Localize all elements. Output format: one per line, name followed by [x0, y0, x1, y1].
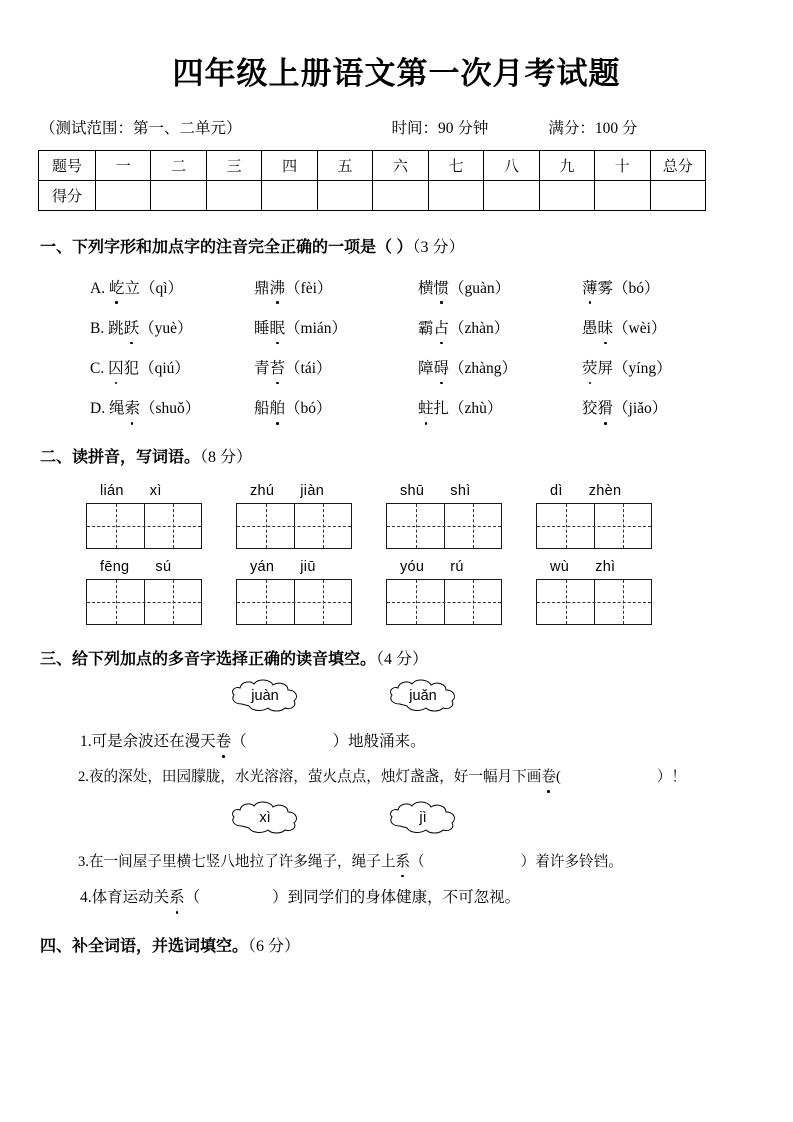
row-header-score: 得分 [39, 181, 96, 211]
cloud-text: jì [419, 809, 427, 826]
dotted-char: 索 [124, 397, 140, 420]
grid-cell[interactable] [87, 504, 144, 548]
grid-cell[interactable] [537, 504, 594, 548]
option-d-item-0: D. 绳索（shuǒ） [90, 397, 254, 420]
score-cell-5[interactable] [373, 181, 428, 211]
section-2-points: （8 分） [200, 448, 253, 466]
table-cell-col-2: 三 [206, 151, 261, 181]
pinyin-row-2 [86, 559, 755, 625]
cloud-row-1 [38, 679, 755, 717]
grid-cell[interactable] [594, 504, 651, 548]
pinyin-group-2 [236, 483, 386, 549]
pinyin-label-5: fēng sú [100, 558, 172, 575]
table-cell-col-0: 一 [96, 151, 151, 181]
dotted-char: 荧 [582, 357, 598, 380]
score-cell-0[interactable] [96, 181, 151, 211]
pinyin-group-5 [86, 559, 236, 625]
cloud-bubble-xi4[interactable] [228, 801, 302, 835]
section-2-text: 二、读拼音，写词语。 [40, 448, 201, 466]
grid-cell[interactable] [537, 580, 594, 624]
grid-cell[interactable] [594, 580, 651, 624]
dotted-char: 苔 [270, 357, 286, 380]
score-cell-3[interactable] [262, 181, 317, 211]
option-b-item-3: 愚昧（wèi） [582, 317, 746, 340]
grid-cell[interactable] [87, 580, 144, 624]
option-a-item-3: 薄雾（bó） [582, 277, 746, 300]
option-row-b[interactable] [38, 317, 755, 340]
question-3-3: 3.在一间屋子里横七竖八地拉了许多绳子，绳子上系（ ）着许多铃铛。 [38, 852, 755, 874]
pinyin-label-2: zhú jiàn [250, 482, 325, 499]
section-1-text: 一、下列字形和加点字的注音完全正确的一项是（ ） [40, 239, 413, 257]
grid-cell[interactable] [444, 580, 501, 624]
dotted-char: 昧 [598, 317, 614, 340]
option-b-item-0: B. 跳跃（yuè） [90, 317, 254, 340]
table-cell-col-3: 四 [262, 151, 317, 181]
option-d-item-3: 狡猾（jiǎo） [582, 397, 746, 420]
table-cell-col-7: 八 [484, 151, 539, 181]
section-4-points: （6 分） [248, 937, 301, 955]
section-heading-4 [38, 936, 755, 958]
grid-cell[interactable] [294, 504, 351, 548]
option-c-item-2: 障碍（zhàng） [418, 357, 582, 380]
cloud-text: juǎn [409, 688, 437, 705]
writing-grid[interactable] [536, 503, 652, 549]
option-a-item-1: 鼎沸（fèi） [254, 277, 418, 300]
dotted-char: 卷 [541, 767, 556, 789]
option-row-a[interactable] [38, 277, 755, 300]
pinyin-group-1 [86, 483, 236, 549]
table-row-question-numbers [39, 151, 706, 181]
section-1-points: （3 分） [412, 239, 465, 257]
dotted-char: 系 [169, 886, 185, 909]
grid-cell[interactable] [144, 580, 201, 624]
option-d-item-1: 船舶（bó） [254, 397, 418, 420]
score-table [38, 150, 706, 211]
pinyin-label-4: dì zhèn [550, 482, 622, 499]
dotted-char: 猾 [598, 397, 614, 420]
grid-cell[interactable] [387, 580, 444, 624]
section-heading-2 [38, 447, 755, 469]
writing-grid[interactable] [236, 503, 352, 549]
writing-grid[interactable] [86, 579, 202, 625]
dotted-char: 卷 [216, 730, 232, 753]
pinyin-group-8 [536, 559, 686, 625]
row-header-question-no: 题号 [39, 151, 96, 181]
cloud-row-2 [38, 801, 755, 839]
question-3-2: 2.夜的深处，田园朦胧，水光溶溶，萤火点点，烛灯盏盏，好一幅月下画卷( ）！ [38, 767, 755, 789]
score-cell-6[interactable] [428, 181, 483, 211]
page-title: 四年级上册语文第一次月考试题 [172, 56, 621, 91]
cloud-bubble-juan3[interactable] [386, 679, 460, 713]
table-cell-col-6: 七 [428, 151, 483, 181]
score-cell-total[interactable] [650, 181, 705, 211]
pinyin-group-7 [386, 559, 536, 625]
section-3-points: （4 分） [376, 650, 429, 668]
score-cell-7[interactable] [484, 181, 539, 211]
grid-cell[interactable] [237, 504, 294, 548]
dotted-char: 眠 [270, 317, 286, 340]
cloud-text: xì [259, 809, 271, 826]
option-b-item-2: 霸占（zhàn） [418, 317, 582, 340]
dotted-char: 碍 [434, 357, 450, 380]
writing-grid[interactable] [386, 503, 502, 549]
pinyin-label-7: yóu rú [400, 558, 464, 575]
option-c-item-0: C. 囚犯（qiú） [90, 357, 254, 380]
pinyin-writing-block [38, 483, 755, 625]
pinyin-label-3: shū shì [400, 482, 471, 499]
section-3-text: 三、给下列加点的多音字选择正确的读音填空。 [40, 650, 377, 668]
table-cell-col-total: 总分 [650, 151, 705, 181]
option-a-item-0: A. 屹立（qì） [90, 277, 254, 300]
pinyin-group-3 [386, 483, 536, 549]
question-3-1: 1.可是余波还在漫天卷（ ）地般涌来。 [38, 730, 755, 753]
score-cell-4[interactable] [317, 181, 372, 211]
score-cell-2[interactable] [206, 181, 261, 211]
option-row-d[interactable] [38, 397, 755, 420]
section-heading-3 [38, 649, 755, 671]
pinyin-row-1 [86, 483, 755, 549]
exam-meta [38, 116, 755, 138]
option-c-item-3: 荧屏（yíng） [582, 357, 746, 380]
writing-grid[interactable] [386, 579, 502, 625]
grid-cell[interactable] [237, 580, 294, 624]
score-cell-8[interactable] [539, 181, 594, 211]
score-cell-1[interactable] [151, 181, 206, 211]
dotted-char: 蛀 [418, 397, 434, 420]
score-cell-9[interactable] [595, 181, 650, 211]
test-scope: （测试范围：第一、二单元） [40, 120, 242, 138]
dotted-char: 沸 [270, 277, 286, 300]
option-d-item-2: 蛀扎（zhù） [418, 397, 582, 420]
question-3-4: 4.体育运动关系（ ）到同学们的身体健康，不可忽视。 [38, 886, 755, 909]
grid-cell[interactable] [294, 580, 351, 624]
grid-cell[interactable] [144, 504, 201, 548]
table-cell-col-1: 二 [151, 151, 206, 181]
writing-grid[interactable] [86, 503, 202, 549]
writing-grid[interactable] [236, 579, 352, 625]
dotted-char: 舶 [270, 397, 286, 420]
table-cell-col-4: 五 [317, 151, 372, 181]
section-4-text: 四、补全词语，并选词填空。 [40, 937, 249, 955]
dotted-char: 囚 [108, 357, 124, 380]
grid-cell[interactable] [387, 504, 444, 548]
cloud-bubble-juan4[interactable] [228, 679, 302, 713]
exam-total-points: 满分：100 分 [548, 120, 638, 138]
section-heading-1 [38, 237, 755, 259]
table-cell-col-9: 十 [595, 151, 650, 181]
table-row-scores [39, 181, 706, 211]
table-cell-col-8: 九 [539, 151, 594, 181]
writing-grid[interactable] [536, 579, 652, 625]
pinyin-label-1: lián xì [100, 482, 162, 499]
option-b-item-1: 睡眠（mián） [254, 317, 418, 340]
grid-cell[interactable] [444, 504, 501, 548]
cloud-bubble-ji4[interactable] [386, 801, 460, 835]
dotted-char: 跃 [124, 317, 140, 340]
option-row-c[interactable] [38, 357, 755, 380]
pinyin-label-6: yán jiū [250, 558, 316, 575]
option-c-item-1: 青苔（tái） [254, 357, 418, 380]
dotted-char: 薄 [582, 277, 598, 300]
exam-duration: 时间：90 分钟 [391, 120, 489, 138]
pinyin-group-4 [536, 483, 686, 549]
pinyin-label-8: wù zhì [550, 558, 616, 575]
pinyin-group-6 [236, 559, 386, 625]
dotted-char: 惯 [434, 277, 450, 300]
dotted-char: 占 [434, 317, 450, 340]
dotted-char: 屹 [109, 277, 125, 300]
table-cell-col-5: 六 [373, 151, 428, 181]
dotted-char: 系 [395, 852, 410, 874]
option-a-item-2: 横惯（guàn） [418, 277, 582, 300]
cloud-text: juàn [251, 688, 279, 705]
